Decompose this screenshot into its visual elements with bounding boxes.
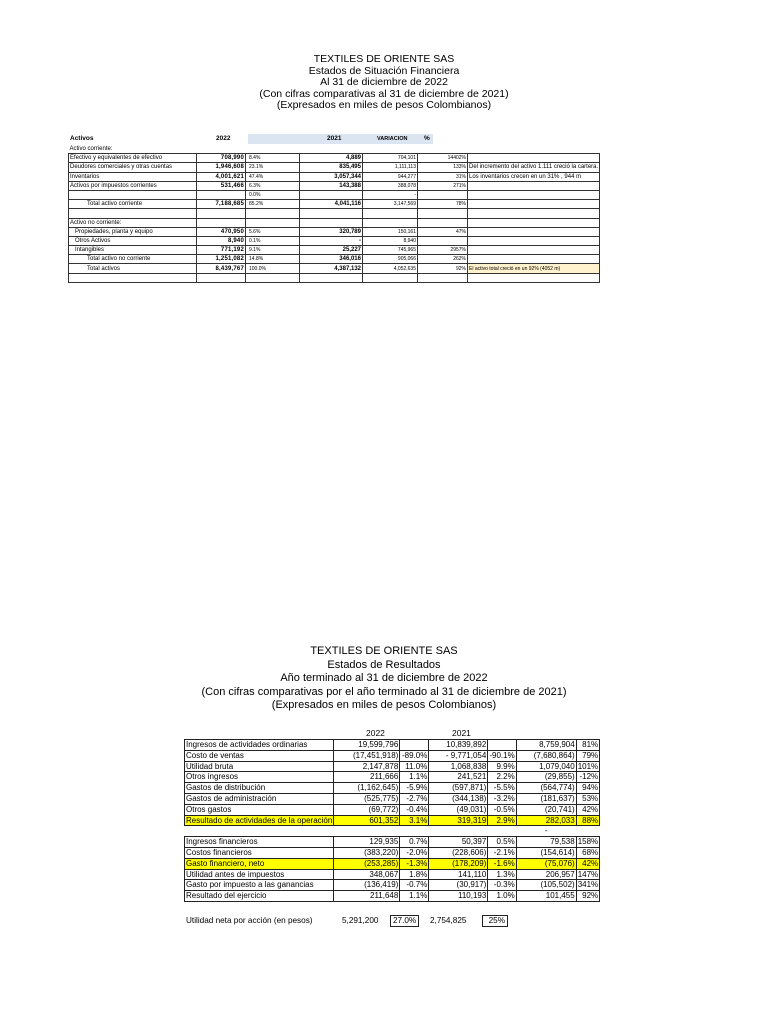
income-row-2021-pct: 1.3% [488, 869, 516, 880]
income-row-label: Costo de ventas [185, 750, 334, 761]
income-table [184, 739, 600, 902]
balance-row-note [468, 246, 600, 255]
balance-row-2022-pct: 100.0% [246, 264, 300, 273]
income-row-2021: 241,521 [429, 772, 488, 783]
balance-row-note [468, 181, 600, 190]
income-row-2022-pct [400, 740, 429, 751]
balance-row-label [69, 273, 197, 282]
income-row-2022-pct: -89.0% [400, 750, 429, 761]
income-row-2021-pct: 9.9% [488, 761, 516, 772]
balance-row-pct: 262% [418, 255, 468, 264]
income-row-variation: (181,637) [516, 793, 576, 804]
balance-row-note [468, 154, 600, 163]
income-row-2022-pct: 1.8% [400, 869, 429, 880]
balance-row-variation: 3,147,569 [363, 200, 418, 209]
balance-row-2021 [300, 190, 363, 199]
balance-row-variation [363, 209, 418, 218]
balance-row-pct [418, 273, 468, 282]
income-row-2022: 601,352 [334, 815, 400, 826]
income-row [185, 858, 600, 869]
balance-title-comparative: (Con cifras comparativas al 31 de diciembre de 2021) [259, 87, 509, 100]
balance-row-2021 [300, 209, 363, 218]
income-row-variation: 206,957 [516, 869, 576, 880]
balance-row-2022-pct: 0.0% [246, 190, 300, 199]
income-row [185, 793, 600, 804]
balance-row-2021: 25,227 [300, 246, 363, 255]
balance-row-2022: 8,439,767 [197, 264, 246, 273]
income-row-variation: 8,759,904 [516, 740, 576, 751]
balance-row [69, 273, 600, 282]
income-row-2021-pct: -3.2% [488, 793, 516, 804]
income-year-2022: 2022 [366, 728, 385, 738]
income-row-variation-pct: 101% [577, 761, 599, 771]
balance-row [69, 227, 600, 236]
balance-row-2022: 4,001,621 [197, 172, 246, 181]
balance-row-note [468, 190, 600, 199]
balance-row-note [468, 209, 600, 218]
balance-header-2022: 2022 [216, 135, 231, 142]
balance-row-2022 [197, 145, 246, 154]
income-row-2022: (136,419) [334, 880, 400, 891]
income-row-2022: 2,147,878 [334, 761, 400, 772]
income-row-variation-pct: 147% [577, 869, 599, 879]
income-row-label: Gasto por impuesto a las ganancias [185, 880, 334, 891]
income-row-label: Ingresos financieros [185, 837, 334, 848]
income-row-label: Gasto financiero, neto [185, 858, 334, 869]
balance-row-2022: 7,188,685 [197, 200, 246, 209]
balance-row-pct: 271% [418, 181, 468, 190]
income-row-2022: 19,599,796 [334, 740, 400, 751]
eps-pct: 25% [482, 915, 508, 927]
balance-title-units: (Expresados en miles de pesos Colombianos) [276, 99, 492, 111]
balance-header [68, 134, 600, 145]
income-row-2022: 129,935 [334, 837, 400, 848]
balance-row [69, 190, 600, 199]
income-row-variation: 1,079,040 [516, 761, 576, 772]
income-row-2021: 1,068,838 [429, 761, 488, 772]
balance-row-variation: 905,066 [363, 255, 418, 264]
income-row-2021: 141,110 [429, 869, 488, 880]
income-row [185, 740, 600, 751]
balance-row-label: Total activo corriente [69, 200, 197, 209]
eps-label: Utilidad neta por acción (en pesos) [186, 916, 313, 925]
balance-row [69, 209, 600, 218]
balance-row-variation: 704,101 [363, 154, 418, 163]
income-row-2021-pct: 0.5% [488, 837, 516, 848]
income-row-2021-pct [488, 826, 516, 837]
income-row-2021: (344,138) [429, 793, 488, 804]
balance-row-variation: 944,277 [363, 172, 418, 181]
income-row-2021-pct: -5.5% [488, 783, 516, 794]
balance-row-2022 [197, 209, 246, 218]
balance-row-label: Activo corriente: [69, 146, 113, 153]
income-title-statement: Estados de Resultados [327, 658, 441, 671]
balance-row-2022: 470,950 [197, 227, 246, 236]
balance-row [69, 181, 600, 190]
income-row-label: Otros ingresos [185, 772, 334, 783]
income-row-variation: 79,538 [516, 837, 576, 848]
balance-row-2022-pct: 14.8% [246, 255, 300, 264]
balance-row-label: Deudores comerciales y otras cuentas [69, 163, 197, 172]
income-row-variation-pct: 68% [576, 847, 599, 858]
income-row-2021: 319,319 [429, 815, 488, 826]
income-row-variation-pct: 341% [577, 880, 599, 890]
balance-row-2022-pct [246, 273, 300, 282]
income-row-variation: (105,502) [516, 880, 576, 891]
balance-row-variation: 8,940 [363, 236, 418, 245]
income-row-2021: 110,193 [429, 891, 488, 902]
income-row-2022 [334, 826, 400, 837]
eps-2022: 5,291,200 [342, 916, 379, 925]
balance-row-label: Propiedades, planta y equipo [69, 227, 197, 236]
balance-row [69, 200, 600, 209]
income-row [185, 783, 600, 794]
balance-row-2022-pct: 6.3% [246, 181, 300, 190]
balance-row-2021: 143,388 [300, 181, 363, 190]
income-row-2021: (228,606) [429, 847, 488, 858]
balance-row-label: Inventarios [69, 172, 197, 181]
balance-row-2022-pct: 47.4% [246, 172, 300, 181]
balance-row-2022-pct: 8.4% [246, 154, 300, 163]
income-row-label: Costos financieros [185, 847, 334, 858]
balance-row-2022 [197, 190, 246, 199]
income-row-variation-pct: 158% [577, 837, 599, 847]
income-row-variation: (75,076) [516, 858, 576, 869]
balance-row-2022-pct: 0.1% [246, 236, 300, 245]
balance-row-2022 [197, 218, 246, 227]
balance-header-label: Activos [70, 135, 94, 142]
balance-row-pct: 133% [418, 163, 468, 172]
income-row-2022-pct: 3.1% [400, 815, 429, 826]
balance-row-2022-pct: 23.1% [246, 163, 300, 172]
balance-row [69, 236, 600, 245]
balance-row-2022-pct [246, 218, 300, 227]
income-row [185, 880, 600, 891]
income-row-2021: 10,839,892 [429, 740, 488, 751]
income-row-variation-pct: 79% [576, 750, 599, 761]
balance-row-2021 [300, 218, 363, 227]
income-row-2021: (597,871) [429, 783, 488, 794]
income-title-period: Año terminado al 31 de diciembre de 2022 [280, 672, 488, 685]
balance-row-variation [363, 273, 418, 282]
income-row-label: Utilidad antes de impuestos [185, 869, 334, 880]
balance-row-pct [418, 218, 468, 227]
income-row [185, 869, 600, 880]
income-row-2022-pct: -0.7% [400, 880, 429, 891]
income-row-label [185, 826, 334, 837]
income-row-variation: - [544, 826, 548, 836]
balance-row-2021: 835,495 [300, 163, 363, 172]
balance-title-statement: Estados de Situación Financiera [308, 64, 460, 77]
balance-row-variation: 745,965 [363, 246, 418, 255]
balance-row-note [468, 218, 600, 227]
balance-row-label: Total activos [69, 264, 197, 273]
income-row-2022: (1,162,645) [334, 783, 400, 794]
balance-row-variation [363, 145, 418, 154]
income-row-2021 [429, 826, 488, 837]
income-row-2022: 211,648 [334, 891, 400, 902]
income-row-variation: (29,855) [516, 772, 576, 783]
income-row [185, 815, 600, 826]
balance-row-note [468, 145, 600, 154]
income-row-2021-pct: -2.1% [488, 847, 516, 858]
balance-row-2021: - [300, 236, 363, 245]
income-row-2022-pct: -2.0% [400, 847, 429, 858]
income-row [185, 750, 600, 761]
income-row-2022: 211,666 [334, 772, 400, 783]
balance-row [69, 163, 600, 172]
income-row-variation-pct: 53% [576, 793, 599, 804]
balance-table [68, 145, 600, 283]
income-row-label: Otros gastos [185, 804, 334, 815]
income-row-2021: 50,397 [429, 837, 488, 848]
income-row-2022-pct: -1.3% [400, 858, 429, 869]
income-row [185, 826, 600, 837]
balance-row-variation: 4,052,635 [363, 264, 418, 273]
balance-row [69, 246, 600, 255]
income-row-2022: (525,775) [334, 793, 400, 804]
income-row-label: Utilidad bruta [185, 761, 334, 772]
balance-row-pct [418, 209, 468, 218]
income-row-2022-pct: 11.0% [400, 761, 429, 772]
income-row-2022: (69,772) [334, 804, 400, 815]
balance-row-label: Total activo no corriente [69, 255, 197, 264]
balance-row [69, 172, 600, 181]
income-title-units: (Expresados en miles de pesos Colombianos) [271, 699, 497, 712]
balance-row-note [468, 200, 600, 209]
income-row-label: Gastos de distribución [185, 783, 334, 794]
income-title-comparative: (Con cifras comparativas por el año terminado al 31 de diciembre de 2021) [201, 685, 567, 698]
balance-row-2021: 346,016 [300, 255, 363, 264]
balance-row-variation: 150,161 [363, 227, 418, 236]
income-row-2021-pct: -90.1% [489, 750, 515, 760]
income-row [185, 837, 600, 848]
balance-row-note: Del incremento del activo 1.111 creció la cartera. [469, 164, 599, 171]
balance-row-2022: 708,990 [197, 154, 246, 163]
income-row-label: Gastos de administración [185, 793, 334, 804]
balance-row [69, 218, 600, 227]
balance-title [0, 54, 768, 112]
income-row [185, 772, 600, 783]
income-row-variation: 101,455 [516, 891, 576, 902]
balance-row-note [468, 255, 600, 264]
balance-row-2022-pct [246, 145, 300, 154]
balance-row-pct: 31% [418, 172, 468, 181]
balance-header-2021: 2021 [327, 135, 342, 142]
income-row-2021: - 9,771,054 [429, 750, 488, 761]
balance-row [69, 264, 600, 273]
eps-2022-pct: 27.0% [390, 915, 419, 927]
balance-row [69, 255, 600, 264]
income-row-label: Resultado del ejercicio [185, 891, 334, 902]
balance-title-date: Al 31 de diciembre de 2022 [320, 76, 448, 88]
income-row-variation-pct: 81% [576, 740, 599, 751]
balance-row-label: Activos por impuestos corrientes [69, 181, 197, 190]
balance-row-variation: 1,111,113 [363, 163, 418, 172]
income-row-variation-pct [576, 826, 599, 837]
income-row-variation: 282,033 [516, 815, 576, 826]
balance-row-note [468, 236, 600, 245]
balance-row-2022 [197, 273, 246, 282]
income-row-2021-pct: 2.2% [488, 772, 516, 783]
balance-row-pct: 14402% [418, 154, 468, 163]
income-row-2021-pct: -1.6% [488, 858, 516, 869]
balance-row-note: El activo total creció en un 92% (4052 m) [468, 264, 600, 273]
balance-row-label: Otros Activos [69, 236, 197, 245]
income-row-2022-pct: 1.1% [400, 891, 429, 902]
balance-row-pct: 47% [418, 227, 468, 236]
income-row-label: Resultado de actividades de la operación [186, 815, 333, 825]
income-row-2021: (49,031) [429, 804, 488, 815]
balance-row-pct [418, 236, 468, 245]
balance-row-variation: - [363, 190, 418, 199]
balance-row-2022: 1,251,082 [197, 255, 246, 264]
balance-header-pct: % [424, 135, 430, 142]
balance-row-2021: 4,387,132 [300, 264, 363, 273]
income-row-2021-pct: -0.3% [488, 880, 516, 891]
balance-row-variation [363, 218, 418, 227]
income-row-2021-pct: 2.9% [488, 815, 516, 826]
income-row-variation-pct: 42% [576, 804, 599, 815]
balance-row-2022: 1,946,608 [197, 163, 246, 172]
balance-row-note [468, 227, 600, 236]
balance-row-label: Intangibles [69, 246, 197, 255]
income-row-2022-pct: -5.9% [400, 783, 429, 794]
income-row-variation: (7,680,864) [516, 750, 576, 761]
balance-row-2022: 8,940 [197, 236, 246, 245]
income-row-2022: 348,067 [334, 869, 400, 880]
income-row-variation-pct: 42% [576, 858, 599, 869]
income-row [185, 847, 600, 858]
balance-row-2021: 4,889 [300, 154, 363, 163]
balance-row-2022: 771,192 [197, 246, 246, 255]
income-row-variation-pct: -12% [576, 772, 599, 783]
balance-row-2022-pct [246, 209, 300, 218]
income-row-variation-pct: 88% [576, 815, 599, 826]
balance-row-2022-pct: 85.2% [246, 200, 300, 209]
balance-row-label: Efectivo y equivalentes de efectivo [69, 154, 197, 163]
income-row-variation: (564,774) [516, 783, 576, 794]
balance-row-pct [418, 190, 468, 199]
balance-row [69, 145, 600, 154]
balance-row-pct: 78% [418, 200, 468, 209]
income-row-2022: (383,220) [334, 847, 400, 858]
income-row [185, 761, 600, 772]
balance-row-2022: 531,466 [197, 181, 246, 190]
balance-row-2022-pct: 5.6% [246, 227, 300, 236]
balance-row [69, 154, 600, 163]
balance-row-variation: 388,078 [363, 181, 418, 190]
income-row-variation: (20,741) [516, 804, 576, 815]
income-row-2022: (253,285) [334, 858, 400, 869]
income-row-2022: (17,451,918) [334, 750, 400, 761]
income-row-2021-pct: -0.5% [488, 804, 516, 815]
income-row-2021: (30,917) [429, 880, 488, 891]
income-title [0, 645, 768, 713]
income-row-2022-pct: -2.7% [400, 793, 429, 804]
eps-2021: 2,754,825 [430, 916, 467, 925]
income-row-variation-pct: 92% [576, 891, 599, 902]
balance-row-label [69, 209, 197, 218]
balance-row-label: Activo no corriente: [69, 218, 197, 227]
income-year-2021: 2021 [452, 728, 471, 738]
income-row-2022-pct [400, 826, 429, 837]
income-row-2022-pct: 0.7% [400, 837, 429, 848]
income-row [185, 804, 600, 815]
balance-row-note [468, 273, 600, 282]
balance-row-2021: 4,041,116 [300, 200, 363, 209]
income-row-variation: (154,614) [516, 847, 576, 858]
balance-row-2022-pct: 9.1% [246, 246, 300, 255]
balance-row-label [69, 190, 197, 199]
balance-title-company: TEXTILES DE ORIENTE SAS [313, 53, 455, 65]
balance-row-pct [418, 145, 468, 154]
income-row-label: Ingresos de actividades ordinarias [185, 740, 334, 751]
balance-row-2021 [300, 273, 363, 282]
income-row-variation-pct: 94% [576, 783, 599, 794]
income-row-2022-pct: 1.1% [400, 772, 429, 783]
balance-row-2021: 3,057,344 [300, 172, 363, 181]
income-row-2021-pct [488, 740, 516, 751]
income-title-company: TEXTILES DE ORIENTE SAS [310, 645, 458, 657]
balance-row-2021 [300, 145, 363, 154]
income-row [185, 891, 600, 902]
balance-row-pct: 2957% [418, 246, 468, 255]
balance-row-2021: 320,789 [300, 227, 363, 236]
income-row-2021: (178,209) [429, 858, 488, 869]
balance-header-variation: VARIACION [377, 136, 408, 142]
balance-row-pct: 92% [418, 264, 468, 273]
balance-row-note: Los inventarios crecen en un 31% , 944 m [468, 172, 600, 181]
income-row-2022-pct: -0.4% [400, 804, 429, 815]
income-row-2021-pct: 1.0% [488, 891, 516, 902]
